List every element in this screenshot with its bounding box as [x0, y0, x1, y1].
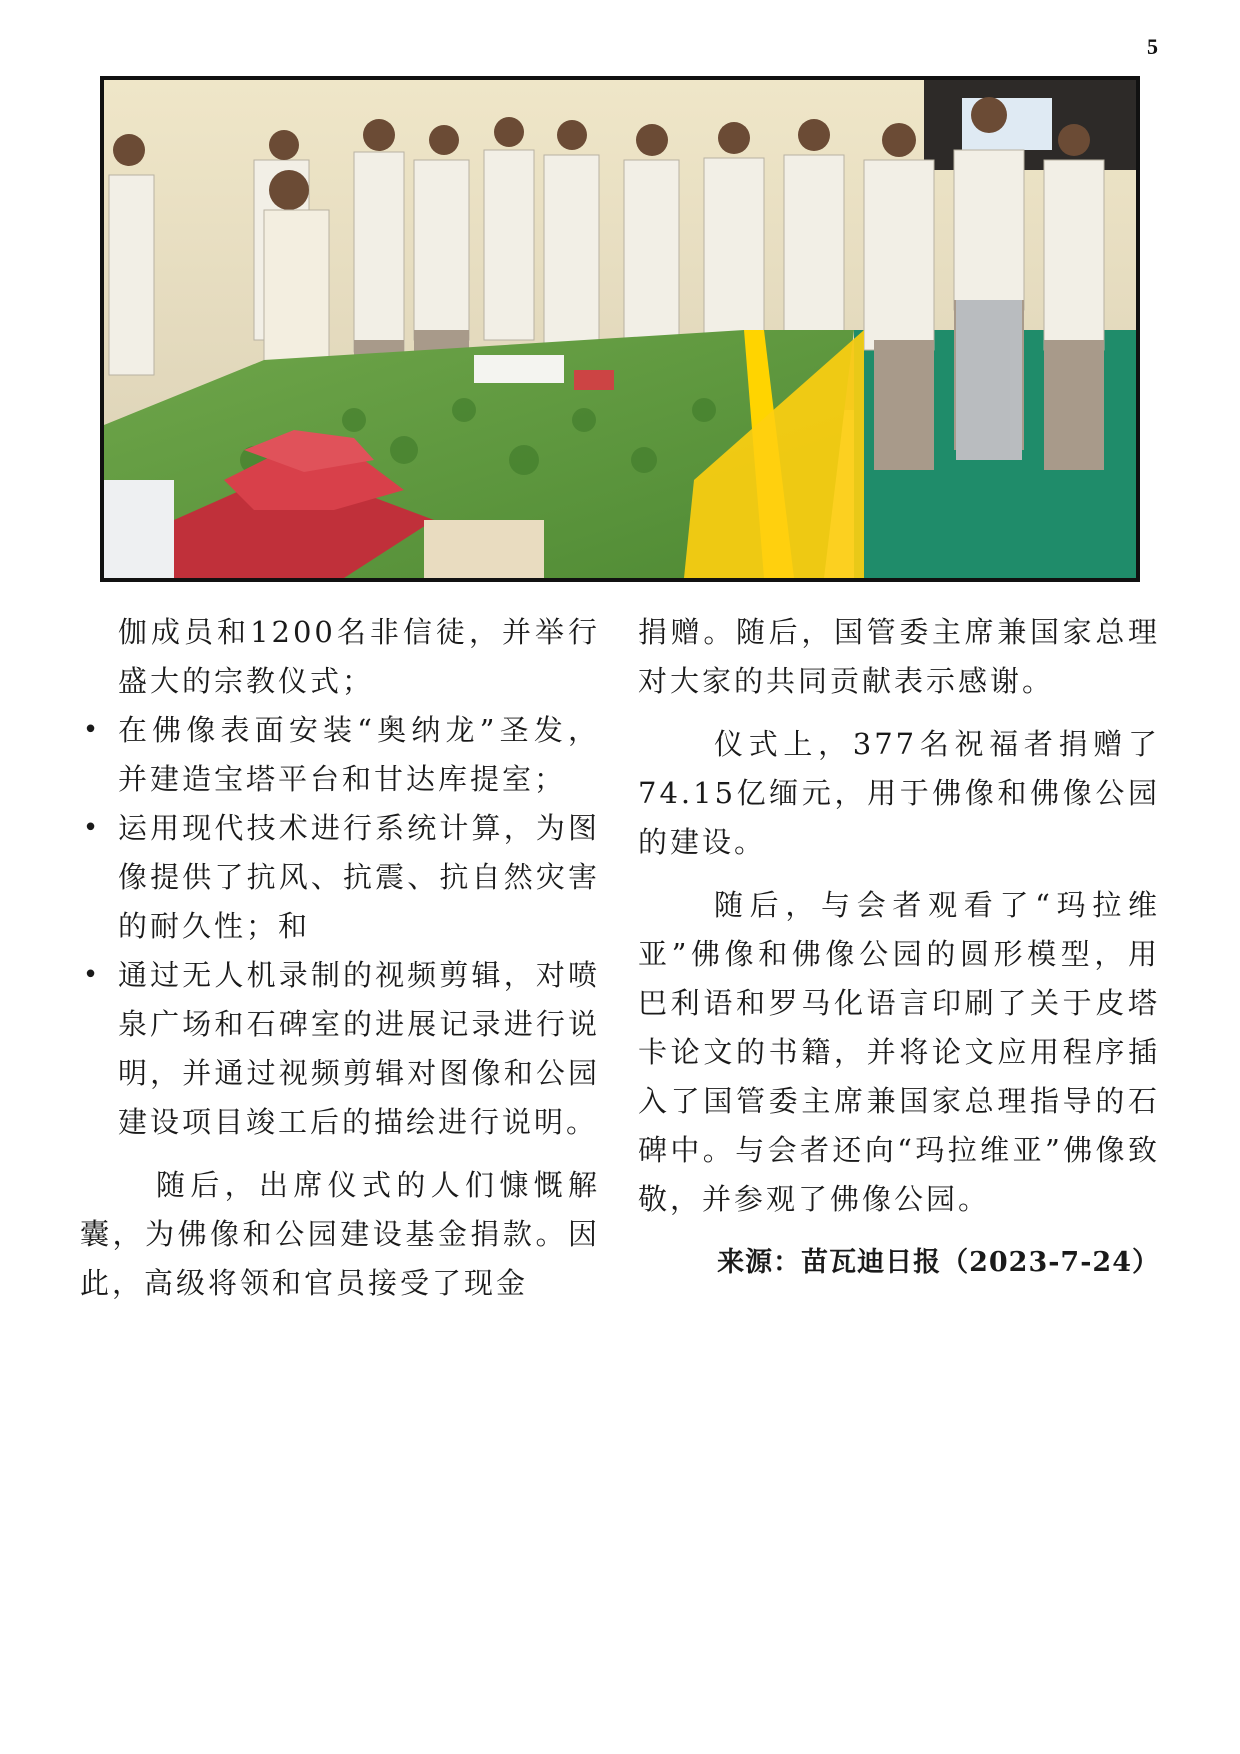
- bullet-icon: •: [82, 960, 102, 990]
- bullet-text: 运用现代技术进行系统计算，为图像提供了抗风、抗震、抗自然灾害的耐久性；和: [118, 811, 600, 943]
- paragraph: 仪式上，377名祝福者捐赠了74.15亿缅元，用于佛像和佛像公园的建设。: [638, 727, 1160, 859]
- paragraph: 捐赠。随后，国管委主席兼国家总理对大家的共同贡献表示感谢。: [638, 615, 1160, 698]
- news-photo: [100, 76, 1140, 582]
- bullet-item: [80, 804, 600, 951]
- source-citation: 来源：苗瓦迪日报（2023-7-24）: [717, 1247, 1160, 1278]
- right-column: [638, 608, 1160, 1287]
- bullet-text: 通过无人机录制的视频剪辑，对喷泉广场和石碑室的进展记录进行说明，并通过视频剪辑对图像和公园建设项目竣工后的描绘进行说明。: [118, 958, 600, 1139]
- photo-illustration: [104, 80, 1136, 578]
- paragraph: 随后，出席仪式的人们慷慨解囊，为佛像和公园建设基金捐款。因此，高级将领和官员接受了现金: [80, 1168, 600, 1300]
- bullet-icon: •: [82, 715, 102, 745]
- page-number: 5: [1147, 34, 1158, 59]
- bullet-list: [80, 706, 600, 1147]
- paragraph: 随后，与会者观看了“玛拉维亚”佛像和佛像公园的圆形模型，用巴利语和罗马化语言印刷了关于皮塔卡论文的书籍，并将论文应用程序插入了国管委主席兼国家总理指导的石碑中。与会者还向“玛拉维亚”佛像致敬，并参观了佛像公园。: [638, 888, 1160, 1216]
- bullet-text: 在佛像表面安装“奥纳龙”圣发，并建造宝塔平台和甘达库提室；: [118, 713, 600, 796]
- bullet-item: [80, 951, 600, 1147]
- bullet-icon: •: [82, 813, 102, 843]
- left-column: [80, 608, 600, 1308]
- bullet-item: [80, 706, 600, 804]
- continued-text: 伽成员和1200名非信徒，并举行盛大的宗教仪式；: [118, 615, 600, 698]
